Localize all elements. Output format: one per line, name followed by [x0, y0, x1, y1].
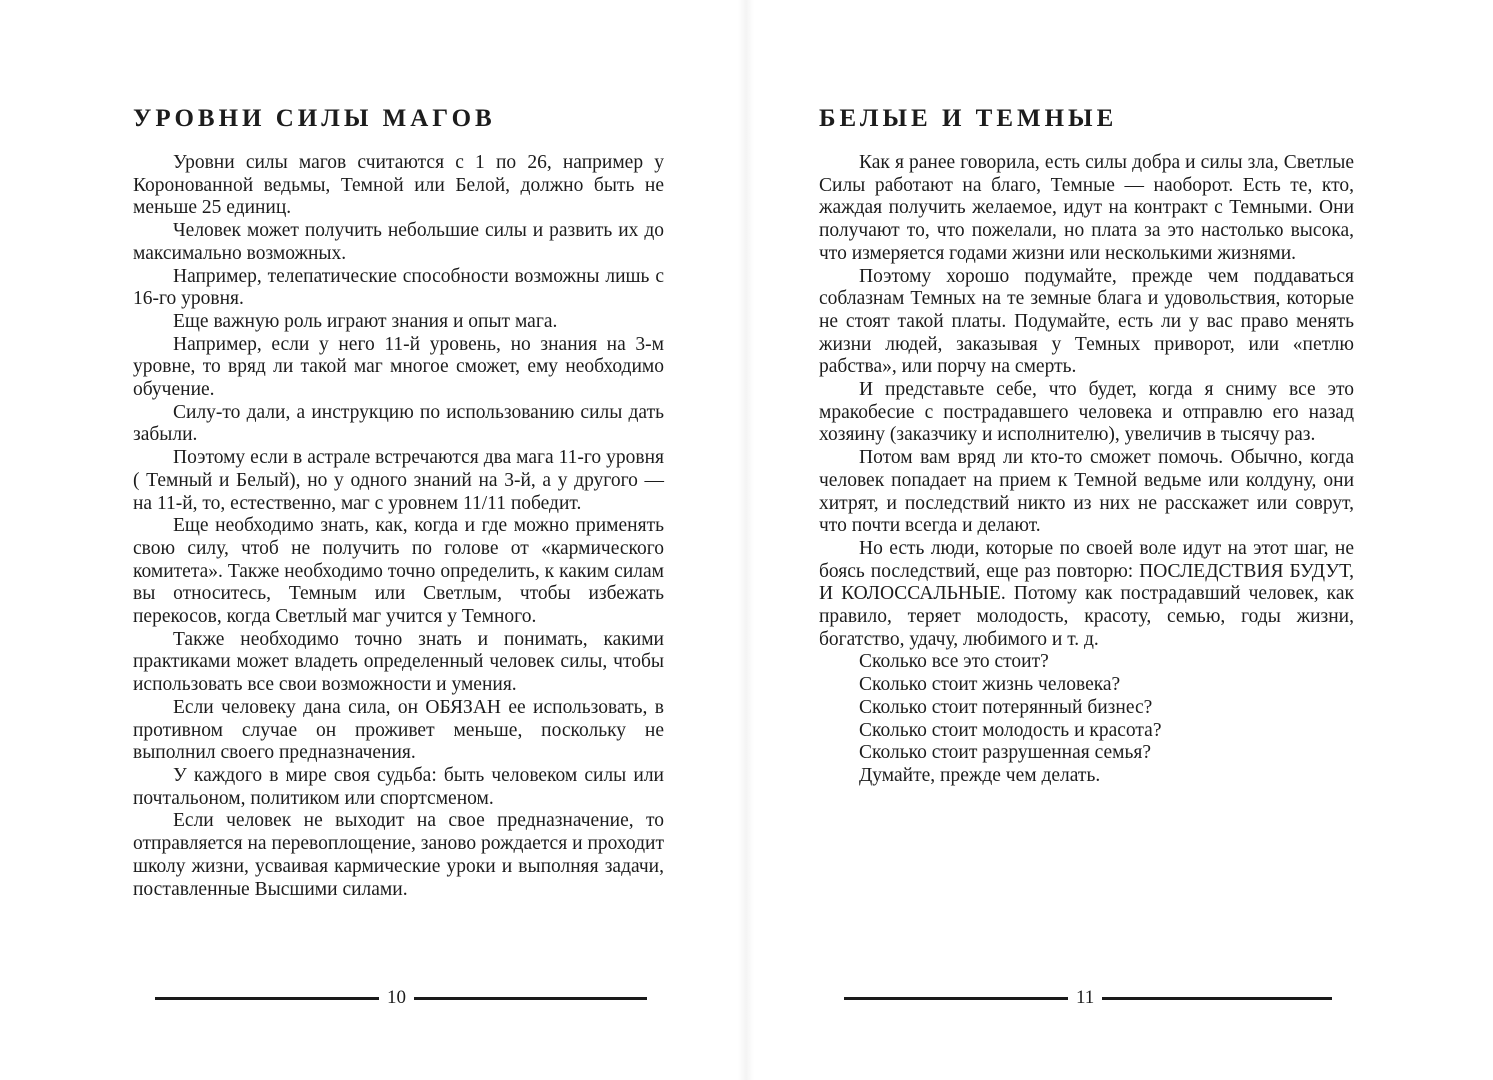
- right-page-title: БЕЛЫЕ И ТЕМНЫЕ: [819, 105, 1118, 132]
- paragraph: Поэтому хорошо подумайте, прежде чем поддаваться соблазнам Темных на те земные блага и удовольствия, которые не стоят такой платы. Подумайте, есть ли у вас право менять жизни людей, заказывая у Темных приворот, или «петлю рабства», или порчу на смерть.: [819, 265, 1354, 378]
- folio-rule: [155, 997, 379, 1000]
- paragraph: И представьте себе, что будет, когда я сниму все это мракобесие с пострадавшего человека и отправлю его назад хозяину (заказчику и исполнителю), увеличив в тысячу раз.: [819, 379, 1354, 446]
- left-page-title: УРОВНИ СИЛЫ МАГОВ: [133, 105, 496, 132]
- paragraph: Думайте, прежде чем делать.: [859, 764, 1101, 786]
- left-page-folio: [155, 985, 647, 1011]
- paragraph: Например, телепатические способности возможны лишь с 16-го уровня.: [133, 265, 664, 310]
- paragraph: Еще необходимо знать, как, когда и где можно применять свою силу, чтоб не получить по голове от «кармического комитета». Также необходимо точно определить, к каким силам вы относитесь, Темным или Светлым, чтобы избежать перекосов, когда Светлый маг учится у Темного.: [133, 515, 664, 628]
- paragraph: Сколько стоит разрушенная семья?: [859, 742, 1152, 764]
- paragraph: Если человеку дана сила, он ОБЯЗАН ее использовать, в противном случае он проживет меньше, поскольку не выполнил своего предназначения.: [133, 696, 664, 764]
- paragraph: Потом вам вряд ли кто-то сможет помочь. Обычно, когда человек попадает на прием к Темной ведьме или колдуну, они хитрят, и последствий никто из них не расскажет или соврут, что почти всегда и делают.: [819, 447, 1354, 537]
- page-number: 11: [1076, 987, 1095, 1008]
- paragraph: Сколько стоит потерянный бизнес?: [859, 696, 1153, 718]
- paragraph: Поэтому если в астрале встречаются два мага 11-го уровня ( Темный и Белый), но у одного знаний на 3-й, а у другого — на 11-й, то, естественно, маг с уровнем 11/11 победит.: [133, 447, 664, 514]
- left-page-body: [133, 152, 664, 901]
- paragraph: Но есть люди, которые по своей воле идут на этот шаг, не боясь последствий, еще раз повторю: ПОСЛЕДСТВИЯ БУДУТ, И КОЛОССАЛЬНЫЕ. Потому как пострадавший человек, как правило, теряет молодость, красоту, семью, годы жизни, богатство, удачу, любимого и т. д.: [819, 537, 1354, 650]
- right-page: [746, 0, 1493, 1080]
- folio-rule: [844, 997, 1068, 1000]
- paragraph: Силу-то дали, а инструкцию по использованию силы дать забыли.: [133, 401, 664, 446]
- folio-rule: [1102, 997, 1332, 1000]
- paragraph: У каждого в мире своя судьба: быть человеком силы или почтальоном, политиком или спортсменом.: [133, 764, 664, 809]
- paragraph: Уровни силы магов считаются с 1 по 26, например у Коронованной ведьмы, Темной или Белой, должно быть не меньше 25 единиц.: [133, 152, 664, 219]
- paragraph: Человек может получить небольшие силы и развить их до максимально возможных.: [133, 220, 664, 264]
- left-page: [0, 0, 746, 1080]
- right-page-folio: [844, 985, 1332, 1011]
- paragraph: Как я ранее говорила, есть силы добра и силы зла, Светлые Силы работают на благо, Темные — наоборот. Есть те, кто, жаждая получить желаемое, идут на контракт с Темными. Они получают то, что пожелали, но плата за это настолько высока, что измеряется годами жизни или несколькими жизнями.: [819, 152, 1354, 264]
- paragraph: Также необходимо точно знать и понимать, какими практиками может владеть определенный человек силы, чтобы использовать все свои возможности и умения.: [133, 628, 664, 696]
- right-page-body: [819, 152, 1354, 788]
- paragraph: Сколько стоит жизнь человека?: [859, 674, 1121, 696]
- paragraph: Сколько все это стоит?: [859, 651, 1049, 673]
- folio-rule: [414, 997, 647, 1000]
- paragraph: Если человек не выходит на свое предназначение, то отправляется на перевоплощение, заново рождается и проходит школу жизни, усваивая кармические уроки и выполняя задачи, поставленные Высшими силами.: [133, 810, 664, 900]
- page-number: 10: [387, 987, 406, 1008]
- paragraph: Еще важную роль играют знания и опыт мага.: [173, 310, 558, 332]
- paragraph: Сколько стоит молодость и красота?: [859, 719, 1162, 741]
- paragraph: Например, если у него 11-й уровень, но знания на 3-м уровне, то вряд ли такой маг многое сможет, ему необходимо обучение.: [133, 333, 664, 401]
